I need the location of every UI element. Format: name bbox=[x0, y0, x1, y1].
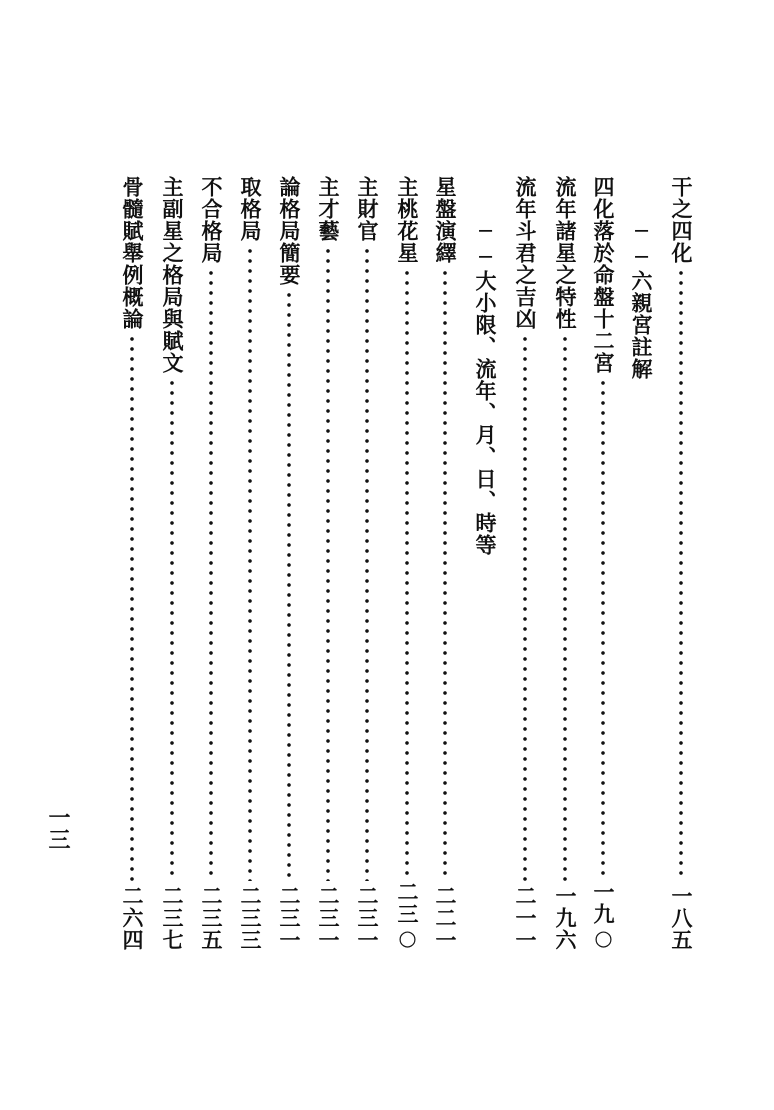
leader-dots bbox=[169, 378, 175, 881]
toc-entry-title: 主副星之格局與賦文 bbox=[160, 176, 185, 374]
toc-entry-page: 二三一 bbox=[316, 885, 341, 951]
toc-entry bbox=[196, 176, 226, 951]
toc-entry-page: 二三三 bbox=[238, 885, 263, 951]
toc-entry-page: 一八五 bbox=[669, 885, 694, 951]
toc-entry bbox=[274, 176, 304, 951]
leader-dots bbox=[678, 268, 684, 881]
toc-entry-title: 流年諸星之特性 bbox=[553, 176, 578, 330]
toc-entry-page: 二三一 bbox=[355, 885, 380, 951]
leader-dots bbox=[522, 334, 528, 881]
toc-subheading bbox=[470, 218, 500, 556]
leader-dots bbox=[442, 268, 448, 881]
toc-entry-title: 論格局簡要 bbox=[277, 176, 302, 286]
leader-dots bbox=[562, 334, 568, 881]
leader-dots bbox=[404, 268, 410, 877]
toc-entry bbox=[430, 176, 460, 951]
toc-entry bbox=[157, 176, 187, 951]
toc-entry bbox=[666, 176, 696, 951]
toc-entry bbox=[588, 176, 618, 951]
toc-entry-title: 不合格局 bbox=[199, 176, 224, 264]
toc-entry-page: 二二一 bbox=[433, 885, 458, 951]
toc-subheading bbox=[626, 218, 656, 380]
toc-entry bbox=[392, 176, 422, 951]
leader-dots bbox=[600, 378, 606, 877]
toc-entry-page: 二三七 bbox=[160, 885, 185, 951]
leader-dots bbox=[247, 246, 253, 881]
toc-entry-page: 二三○ bbox=[395, 881, 420, 951]
toc-entry-page: 二三一 bbox=[277, 885, 302, 951]
leader-dots bbox=[364, 246, 370, 881]
toc-entry-title: 主財官 bbox=[355, 176, 380, 242]
leader-dots bbox=[129, 334, 135, 881]
toc-entry-title: 干之四化 bbox=[669, 176, 694, 264]
toc-subheading-text: ──六親宮註解 bbox=[629, 218, 654, 380]
toc-entry-page: 二三五 bbox=[199, 885, 224, 951]
toc-entry bbox=[510, 176, 540, 951]
toc-entry-title: 主桃花星 bbox=[395, 176, 420, 264]
toc-entry-title: 取格局 bbox=[238, 176, 263, 242]
toc-entry-title: 流年斗君之吉凶 bbox=[513, 176, 538, 330]
page-number: 一三 bbox=[45, 806, 71, 850]
toc-entry bbox=[235, 176, 265, 951]
toc-entry bbox=[117, 176, 147, 951]
toc-entry-title: 主才藝 bbox=[316, 176, 341, 242]
toc-entry-page: 一九六 bbox=[553, 885, 578, 951]
leader-dots bbox=[325, 246, 331, 881]
toc-entry-title: 四化落於命盤十二宮 bbox=[591, 176, 616, 374]
toc-entry-page: 二六四 bbox=[120, 885, 145, 951]
toc-subheading-text: ──大小限、流年、月、日、時等 bbox=[473, 218, 498, 556]
toc-entry-title: 骨髓賦舉例概論 bbox=[120, 176, 145, 330]
toc-entry bbox=[550, 176, 580, 951]
toc-entry-page: 二一一 bbox=[513, 885, 538, 951]
toc-entry-page: 一九○ bbox=[591, 881, 616, 951]
toc-entry bbox=[313, 176, 343, 951]
leader-dots bbox=[286, 290, 292, 881]
leader-dots bbox=[208, 268, 214, 881]
toc-entry bbox=[352, 176, 382, 951]
toc-entry-title: 星盤演繹 bbox=[433, 176, 458, 264]
